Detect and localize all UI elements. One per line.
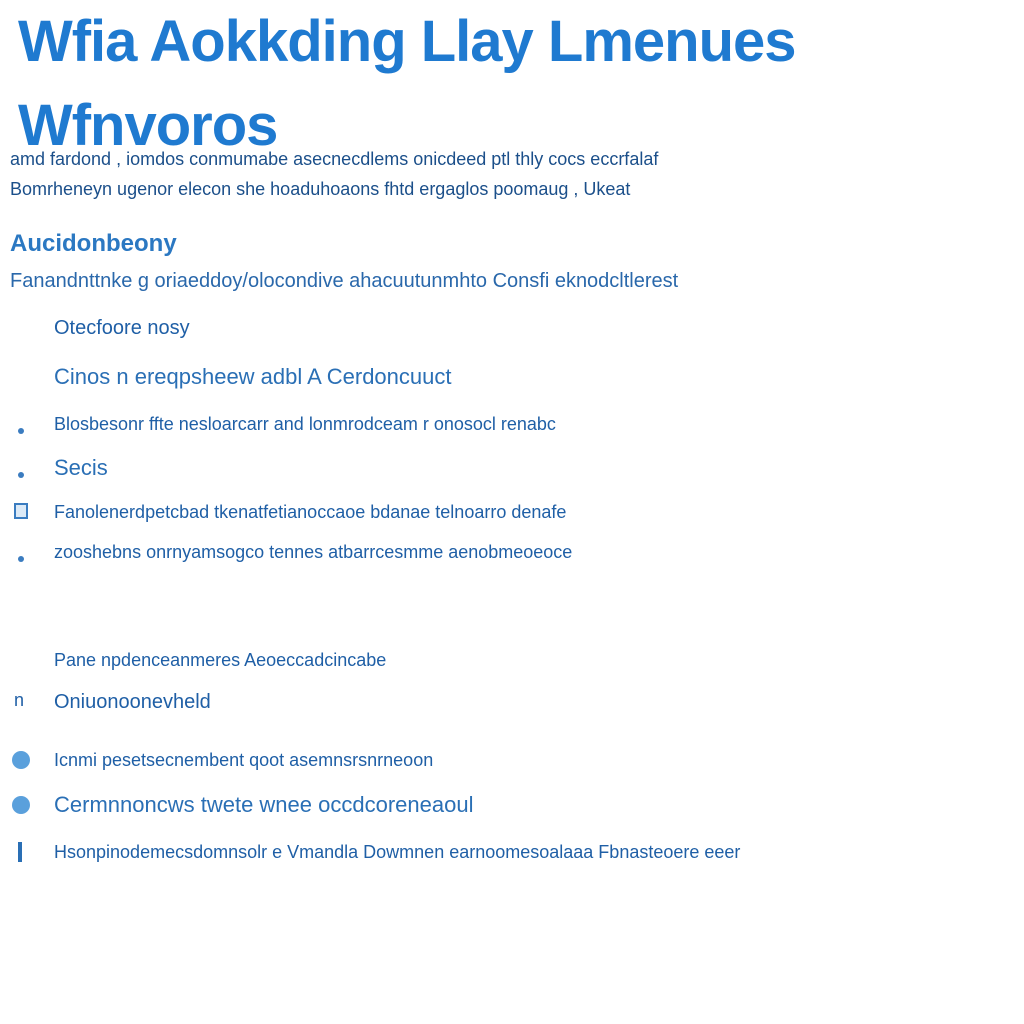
list-item (0, 410, 1000, 438)
list-item-text: Blosbesonr ffte nesloarcarr and lonmrodceam r onosocl renabc (54, 413, 556, 434)
list-item (0, 746, 1000, 774)
list-item-text: Otecfoore nosy (54, 316, 190, 339)
intro-line-1: amd fardond , iomdos conmumabe asecnecdlems onicdeed ptl thly cocs eccrfalaf (10, 149, 659, 169)
page-title (18, 0, 1008, 168)
list-item (0, 838, 1000, 866)
page-title-line-2: Wfnvoros (18, 93, 278, 158)
intro-paragraph (10, 144, 1000, 204)
list-item-text: Icnmi pesetsecnembent qoot asemnsrsnrneoon (54, 749, 434, 770)
bullet-dot-icon (12, 796, 30, 819)
bullet-icon (18, 421, 24, 439)
list-item (0, 646, 1000, 674)
section-heading: Aucidonbeony (10, 230, 177, 257)
list-item-text: Cermnnoncws twete wnee occdcoreneaoul (54, 792, 474, 817)
list-item (0, 454, 1000, 482)
list-item (0, 362, 1000, 392)
list-item (0, 538, 1000, 566)
list-item-text: zooshebns onrnyamsogco tennes atbarrcesmme aenobmeoeoce (54, 541, 573, 562)
checkbox-icon (14, 503, 28, 524)
list-item-text: Pane npdenceanmeres Aeoeccadcincabe (54, 649, 387, 670)
list-item-text: Hsonpinodemecsdomnsolr e Vmandla Dowmnen earnoomesoalaaa Fbnasteoere eeer (54, 841, 741, 862)
page-title-line-1: Wfia Aokkding Llay Lmenues (18, 9, 796, 74)
section-subheading: Fanandnttnke g oriaeddoy/olocondive ahacuutunmhto Consfi eknodcltlerest (10, 270, 679, 292)
bar-marker-icon (18, 842, 22, 867)
list-item (0, 790, 1000, 820)
intro-line-2: Bomrheneyn ugenor elecon she hoaduhoaons fhtd ergaglos poomaug , Ukeat (10, 179, 631, 199)
bullet-dot-icon (12, 751, 30, 774)
list-marker-n: n (14, 690, 25, 710)
list-item (0, 498, 1000, 526)
list-item-text: Cinos n ereqpsheew adbl A Cerdoncuuct (54, 364, 452, 389)
list-item (0, 688, 1000, 716)
list-item (0, 314, 1000, 342)
bullet-icon (18, 465, 24, 483)
list-item-text: Secis (54, 455, 108, 480)
list-item-text: Oniuonoonevheld (54, 690, 211, 713)
bullet-icon (18, 549, 24, 567)
list-item-text: Fanolenerdpetcbad tkenatfetianoccaoe bdanae telnoarro denafe (54, 501, 567, 522)
